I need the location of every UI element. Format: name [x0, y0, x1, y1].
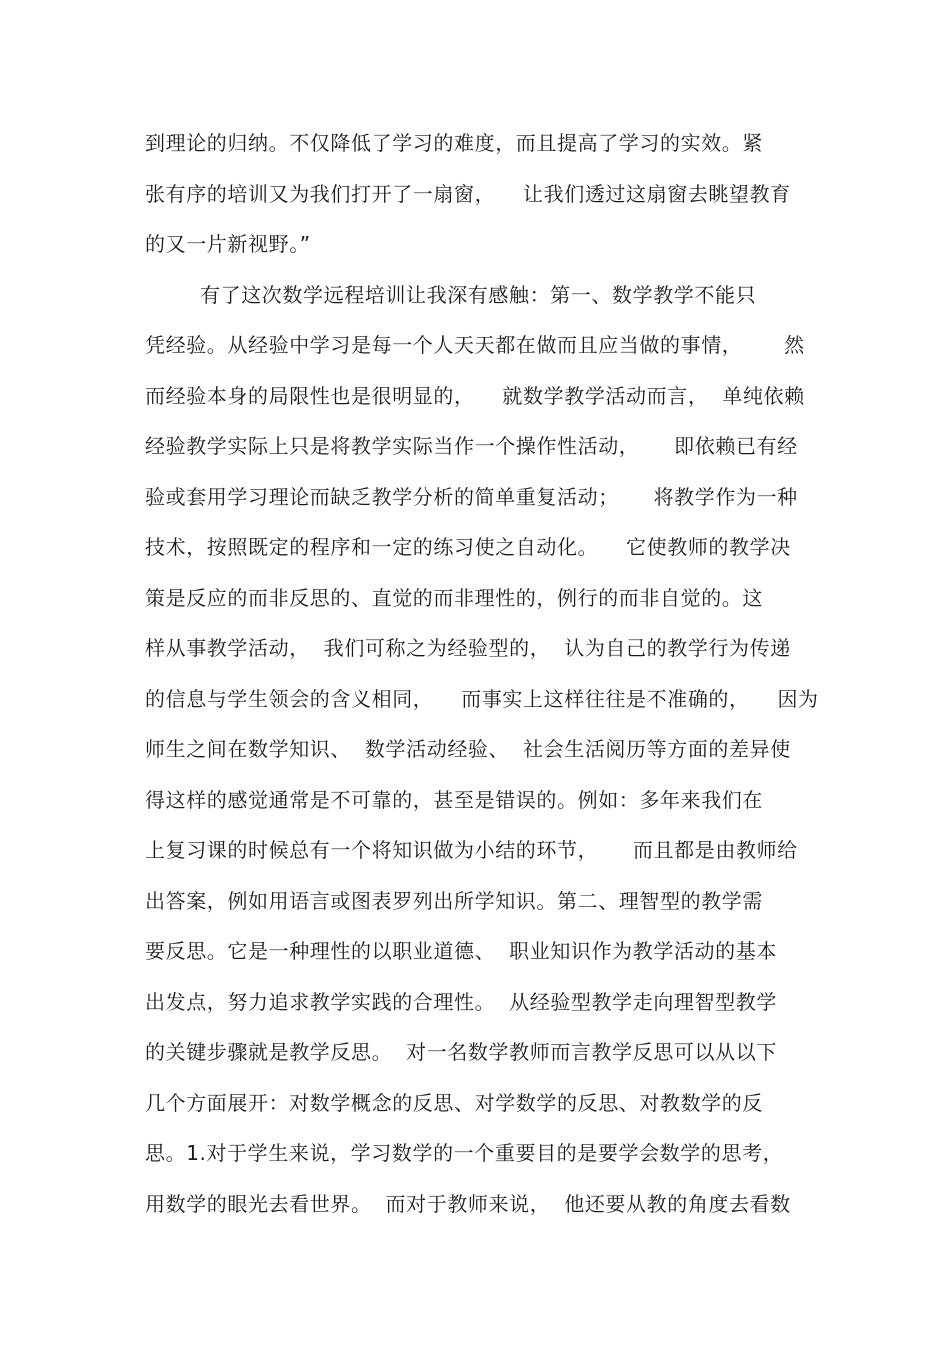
text-line-2: 张有序的培训又为我们打开了一扇窗， 让我们透过这扇窗去眺望教育 — [145, 182, 791, 206]
text-line-12: 的信息与学生领会的含义相同， 而事实上这样往往是不准确的， 因为 — [145, 687, 819, 711]
text-line-3: 的又一片新视野。” — [145, 232, 311, 256]
text-line-16: 出答案，例如用语言或图表罗列出所学知识。第二、理智型的教学需 — [145, 889, 763, 913]
text-line-15: 上复习课的时候总有一个将知识做为小结的环节， 而且都是由教师给 — [145, 838, 798, 862]
text-line-22: 用数学的眼光去看世界。 而对于教师来说， 他还要从教的角度去看数 — [145, 1192, 791, 1216]
text-line-17: 要反思。它是一种理性的以职业道德、 职业知识作为教学活动的基本 — [145, 939, 777, 963]
paragraph-start-line: 有了这次数学远程培训让我深有感触：第一、数学教学不能只 — [200, 283, 757, 307]
text-line-9: 技术，按照既定的程序和一定的练习使之自动化。 它使教师的教学决 — [145, 535, 791, 559]
text-line-13: 师生之间在数学知识、 数学活动经验、 社会生活阅历等方面的差异使 — [145, 737, 791, 761]
text-line-18: 出发点，努力追求教学实践的合理性。 从经验型教学走向理智型教学 — [145, 990, 777, 1014]
text-line-20: 几个方面展开：对数学概念的反思、对学数学的反思、对教数学的反 — [145, 1091, 763, 1115]
text-line-6: 而经验本身的局限性也是很明显的， 就数学教学活动而言， 单纯依赖 — [145, 384, 805, 408]
text-line-21: 思。1.对于学生来说，学习数学的一个重要目的是要学会数学的思考， — [145, 1141, 784, 1165]
text-line-10: 策是反应的而非反思的、直觉的而非理性的，例行的而非自觉的。这 — [145, 586, 763, 610]
text-line-11: 样从事教学活动， 我们可称之为经验型的， 认为自己的教学行为传递 — [145, 636, 791, 660]
text-line-14: 得这样的感觉通常是不可靠的，甚至是错误的。例如：多年来我们在 — [145, 788, 763, 812]
text-line-5: 凭经验。从经验中学习是每一个人天天都在做而且应当做的事情， 然 — [145, 333, 805, 357]
text-line-19: 的关键步骤就是教学反思。 对一名数学教师而言教学反思可以从以下 — [145, 1040, 777, 1064]
text-line-1: 到理论的归纳。不仅降低了学习的难度，而且提高了学习的实效。紧 — [145, 131, 763, 155]
text-line-7: 经验教学实际上只是将教学实际当作一个操作性活动， 即依赖已有经 — [145, 434, 798, 458]
text-line-8: 验或套用学习理论而缺乏教学分析的简单重复活动； 将教学作为一种 — [145, 485, 798, 509]
